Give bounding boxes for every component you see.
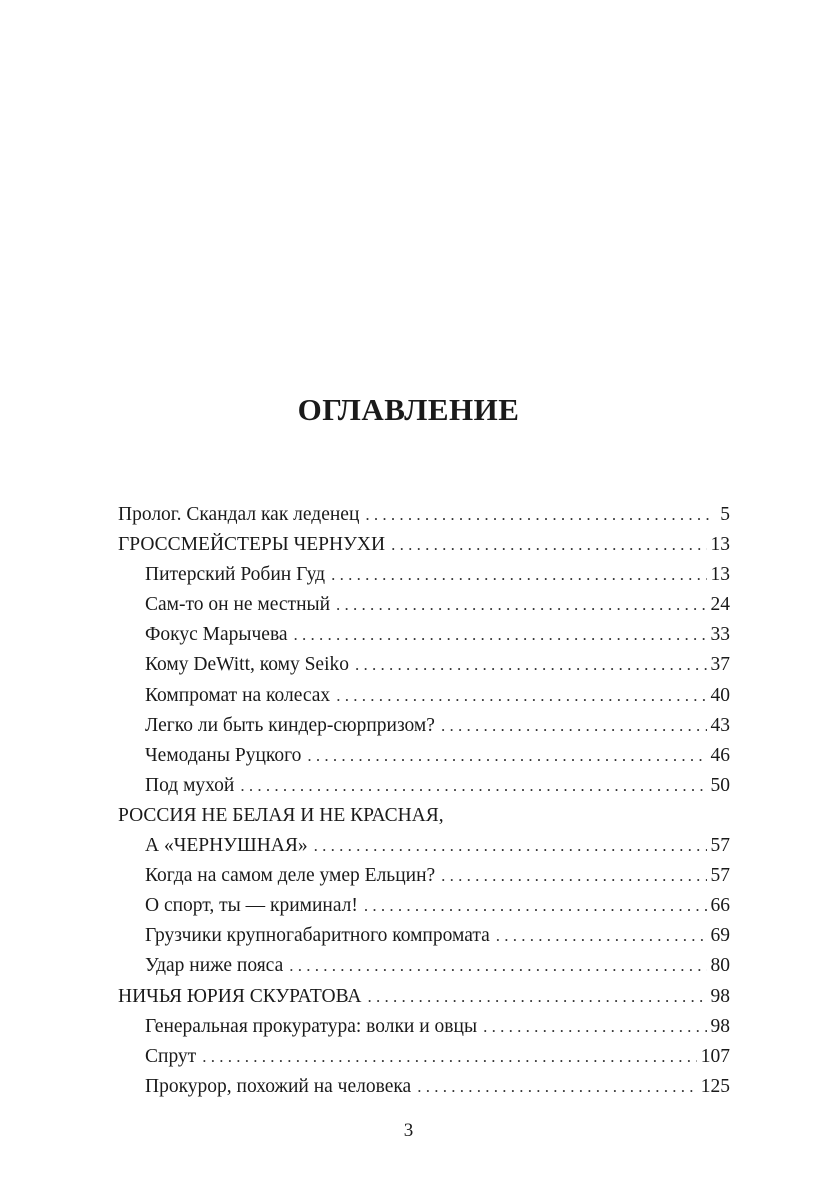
dot-leader <box>367 982 706 1012</box>
toc-entry <box>118 1012 730 1042</box>
dot-leader <box>289 951 706 981</box>
toc-entry-page: 98 <box>710 1015 730 1037</box>
page-title: ОГЛАВЛЕНИЕ <box>297 392 520 427</box>
toc-section <box>118 530 730 560</box>
toc-entry <box>118 500 730 530</box>
dot-leader <box>355 650 707 680</box>
toc-entry-title: Легко ли быть киндер-сюрпризом? <box>145 714 435 736</box>
toc-entry <box>118 560 730 590</box>
toc-entry-title: Питерский Робин Гуд <box>145 564 326 586</box>
toc-entry-page: 24 <box>710 594 730 616</box>
toc-entry-page: 13 <box>710 564 730 586</box>
toc-entry <box>118 951 730 981</box>
toc-entry-page: 80 <box>710 955 730 977</box>
dot-leader <box>336 590 706 620</box>
toc-section <box>118 982 730 1012</box>
toc-entry <box>118 650 730 680</box>
toc-entry-page: 98 <box>710 985 730 1007</box>
toc-section-title-line2-row <box>118 831 730 861</box>
toc-entry <box>118 921 730 951</box>
toc-entry <box>118 681 730 711</box>
toc-entry-page: 43 <box>710 714 730 736</box>
toc-entry <box>118 1042 730 1072</box>
dot-leader <box>364 891 707 921</box>
toc-entry-title: Кому DeWitt, кому Seiko <box>145 654 349 676</box>
toc-entry-title: Прокурор, похожий на человека <box>145 1075 412 1097</box>
dot-leader <box>365 500 710 530</box>
toc-entry-title: Под мухой <box>145 774 235 796</box>
toc-entry-page: 125 <box>700 1075 730 1097</box>
dot-leader <box>307 741 706 771</box>
dot-leader <box>441 861 706 891</box>
toc-entry-page: 66 <box>710 895 730 917</box>
toc-section <box>118 801 730 861</box>
toc-entry-page: 33 <box>710 624 730 646</box>
toc-entry-page: 37 <box>710 654 730 676</box>
toc-entry-page: 40 <box>710 684 730 706</box>
toc-entry-title: Когда на самом деле умер Ельцин? <box>145 865 436 887</box>
toc-section-title-line2: А «ЧЕРНУШНАЯ» <box>145 835 308 857</box>
toc-entry-title: О спорт, ты — криминал! <box>145 895 358 917</box>
dot-leader <box>417 1072 697 1102</box>
dot-leader <box>331 560 706 590</box>
toc-entry-page: 50 <box>710 774 730 796</box>
toc-entry <box>118 620 730 650</box>
dot-leader <box>441 711 707 741</box>
toc-entry <box>118 891 730 921</box>
toc-entry-page: 107 <box>700 1045 730 1067</box>
toc-entry-title: Фокус Марычева <box>145 624 288 646</box>
toc-entry-title: Грузчики крупногабаритного компромата <box>145 925 490 947</box>
toc-entry-page: 57 <box>710 865 730 887</box>
toc-entry-page: 69 <box>710 925 730 947</box>
toc-entry <box>118 741 730 771</box>
toc-entry-page: 13 <box>710 534 730 556</box>
toc-section-title-line1: РОССИЯ НЕ БЕЛАЯ И НЕ КРАСНАЯ, <box>118 804 444 826</box>
dot-leader <box>314 831 707 861</box>
dot-leader <box>294 620 707 650</box>
toc-entry-title: Удар ниже пояса <box>145 955 284 977</box>
toc-entry-title: Сам-то он не местный <box>145 594 331 616</box>
toc-section-title: НИЧЬЯ ЮРИЯ СКУРАТОВА <box>118 985 362 1007</box>
toc-section-title: ГРОССМЕЙСТЕРЫ ЧЕРНУХИ <box>118 534 386 556</box>
toc-entry-title: Чемоданы Руцкого <box>145 744 302 766</box>
toc-entry <box>118 590 730 620</box>
toc-entry-title: Пролог. Скандал как леденец <box>118 504 360 525</box>
toc-entry-title: Спрут <box>145 1045 197 1067</box>
table-of-contents <box>118 500 730 1102</box>
dot-leader <box>240 771 706 801</box>
toc-entry <box>118 771 730 801</box>
dot-leader <box>391 530 706 560</box>
toc-entry <box>118 711 730 741</box>
toc-entry-page: 57 <box>710 835 730 857</box>
toc-entry-page: 5 <box>720 504 730 525</box>
dot-leader <box>336 681 706 711</box>
toc-entry-title: Компромат на колесах <box>145 684 331 706</box>
toc-entry-page: 46 <box>710 744 730 766</box>
dot-leader <box>483 1012 706 1042</box>
page-number: 3 <box>403 1120 414 1141</box>
dot-leader <box>496 921 707 951</box>
dot-leader <box>202 1042 697 1072</box>
toc-entry-title: Генеральная прокуратура: волки и овцы <box>145 1015 478 1037</box>
toc-entry <box>118 861 730 891</box>
toc-entry <box>118 1072 730 1102</box>
